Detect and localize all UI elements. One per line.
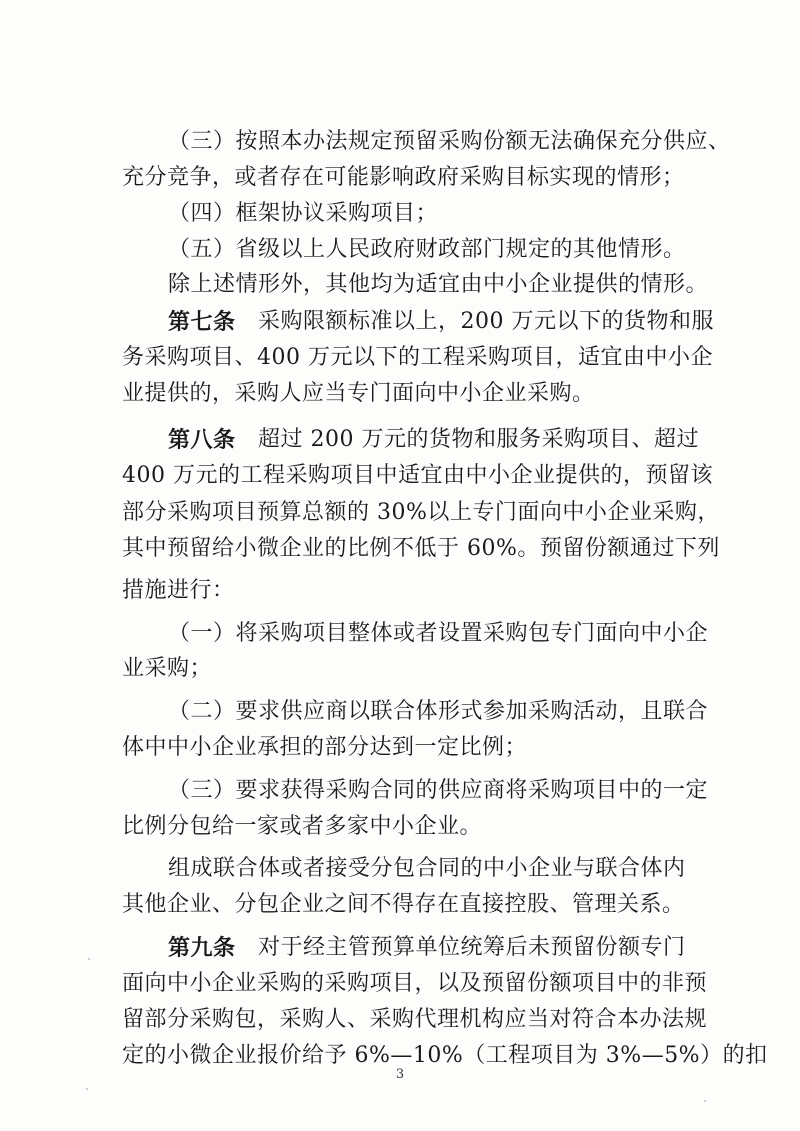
- text-line: （二）要求供应商以联合体形式参加采购活动，且联合: [168, 699, 709, 724]
- scan-speck: [88, 958, 90, 960]
- page-number: 3: [395, 1067, 405, 1082]
- text-line: 其他企业、分包企业之间不得存在直接控股、管理关系。: [122, 892, 685, 917]
- text-line: 超过 200 万元的货物和服务采购项目、超过: [258, 427, 699, 452]
- text-line: （三）按照本办法规定预留采购份额无法确保充分供应、: [168, 129, 731, 154]
- text-line: 定的小微企业报价给予 6%—10%（工程项目为 3%—5%）的扣: [122, 1043, 768, 1068]
- text-line: 面向中小企业采购的采购项目，以及预留份额项目中的非预: [122, 971, 708, 996]
- text-line: 业提供的，采购人应当专门面向中小企业采购。: [122, 381, 595, 406]
- text-line: 留部分采购包，采购人、采购代理机构应当对符合本办法规: [122, 1007, 708, 1032]
- scan-speck: [704, 1100, 706, 1102]
- text-line: 比例分包给一家或者多家中小企业。: [122, 814, 483, 839]
- text-line: 其中预留给小微企业的比例不低于 60%。预留份额通过下列: [122, 536, 720, 561]
- text-line: （四）框架协议采购项目；: [168, 201, 439, 226]
- text-line: 体中中小企业承担的部分达到一定比例；: [122, 735, 528, 760]
- text-line: 组成联合体或者接受分包合同的中小企业与联合体内: [168, 856, 686, 881]
- text-line: 部分采购项目预算总额的 30%以上专门面向中小企业采购，: [122, 500, 720, 525]
- text-line: （五）省级以上人民政府财政部门规定的其他情形。: [168, 237, 686, 262]
- text-line: 务采购项目、400 万元以下的工程采购项目，适宜由中小企: [122, 345, 713, 370]
- text-line: 业采购；: [122, 656, 213, 681]
- text-line: 充分竞争，或者存在可能影响政府采购目标实现的情形；: [122, 165, 685, 190]
- text-line: 对于经主管预算单位统筹后未预留份额专门: [258, 935, 686, 960]
- text-line: 除上述情形外，其他均为适宜由中小企业提供的情形。: [168, 272, 709, 297]
- text-line: 措施进行：: [122, 578, 235, 603]
- article-heading: 第九条: [168, 935, 236, 961]
- scan-speck: [86, 1088, 88, 1090]
- text-line: （三）要求获得采购合同的供应商将采购项目中的一定: [168, 778, 709, 803]
- text-line: 400 万元的工程采购项目中适宜由中小企业提供的，预留该: [122, 463, 713, 488]
- text-line: 采购限额标准以上，200 万元以下的货物和服: [258, 309, 714, 334]
- article-heading: 第七条: [168, 309, 236, 335]
- text-line: （一）将采购项目整体或者设置采购包专门面向中小企: [168, 621, 709, 646]
- article-heading: 第八条: [168, 427, 236, 453]
